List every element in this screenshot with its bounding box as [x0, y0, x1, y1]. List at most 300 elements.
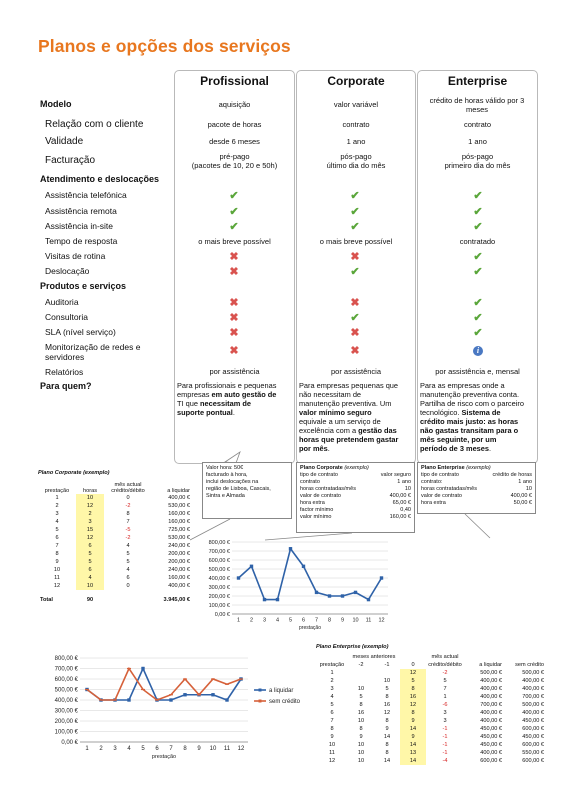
table-cell: 11: [329, 750, 335, 756]
p3-bold: Sistema de: [461, 408, 501, 417]
table-cell: 12: [76, 534, 104, 542]
corporate-box-row: [300, 479, 411, 486]
check-icon: ✔: [473, 206, 483, 218]
corporate-box-title: [300, 465, 411, 472]
profissional-relacao: pacote de horas: [207, 120, 262, 129]
profissional-facturacao-line2: (pacotes de 10, 20 e 50h): [191, 161, 278, 170]
row-facturacao: Facturação: [45, 155, 96, 166]
row-monitorizacao-line1: Monitorização de redes e: [45, 342, 141, 352]
x-tick-label: 10: [352, 617, 359, 624]
table-cell: 5: [126, 559, 130, 565]
table-cell: -1: [442, 742, 448, 748]
table-row: [38, 502, 192, 510]
corporate-box-value: 0,40: [400, 507, 411, 513]
p1-bold: necessitam de: [200, 399, 251, 408]
enterprise-box-label: contrato:: [421, 479, 443, 485]
table-cell: 10: [328, 742, 336, 748]
table-cell: 240,00 €: [168, 543, 190, 549]
table-cell: 10: [53, 567, 61, 573]
table-cell: 4: [126, 543, 130, 549]
table-cell: 12: [400, 701, 426, 709]
table-cell: 3: [443, 710, 447, 716]
table-cell: -5: [125, 527, 131, 533]
y-tick-label: 300,00 €: [54, 708, 78, 715]
table-row: [38, 510, 192, 518]
series-line: [87, 669, 241, 701]
table-row: [316, 669, 546, 677]
table-header: -2: [358, 662, 364, 668]
data-point: [263, 598, 266, 601]
corporate-box-label: valor mínimo: [300, 514, 332, 520]
profissional-tempo: o mais breve possível: [198, 237, 271, 246]
table-header: -1: [384, 662, 390, 668]
table-cell: 600,00 €: [522, 758, 544, 764]
enterprise-box-row: [421, 486, 532, 493]
table-cell: 240,00 €: [168, 567, 190, 573]
enterprise-box-title-text: Plano Enterprise: [421, 465, 465, 471]
corporate-box-value: 10: [404, 486, 411, 492]
table-cell: 5: [359, 694, 363, 700]
check-icon: ✔: [350, 312, 360, 324]
table-cell: 700,00 €: [480, 702, 502, 708]
table-row: [38, 526, 192, 534]
table-cell: 600,00 €: [522, 726, 544, 732]
table-cell: 6: [55, 535, 59, 541]
data-point: [250, 565, 253, 568]
p3-text: Partilha de risco com o parceiro: [420, 399, 524, 408]
series-line: [87, 669, 241, 701]
x-tick-label: 11: [223, 746, 231, 752]
y-tick-label: 700,00 €: [208, 549, 230, 555]
table-cell: 8: [400, 709, 426, 717]
table-row: [316, 693, 546, 701]
table-cell: 8: [359, 726, 363, 732]
table-header: prestação: [44, 488, 70, 494]
x-tick-label: 1: [85, 746, 89, 752]
data-point: [289, 547, 292, 550]
table-header: mês actual crédito/débito: [111, 482, 145, 494]
profissional-validade: desde 6 meses: [209, 137, 260, 146]
table-cell: 12: [383, 710, 391, 716]
corporate-table-title: Plano Corporate (exemplo): [38, 470, 110, 476]
table-cell: 8: [385, 750, 389, 756]
legend-label: a liquidar: [269, 688, 294, 694]
x-tick-label: 4: [127, 746, 131, 752]
table-cell: 5: [76, 550, 104, 558]
table-row: [316, 677, 546, 685]
data-point: [276, 598, 279, 601]
table-cell: [348, 677, 374, 685]
table-cell: 4: [126, 567, 130, 573]
table-cell: 500,00 €: [522, 670, 544, 676]
table-row: [316, 733, 546, 741]
table-cell: 400,00 €: [480, 686, 502, 692]
table-cell: 5: [76, 558, 104, 566]
table-row: [38, 574, 192, 582]
data-point: [225, 698, 228, 701]
table-row: [316, 757, 546, 765]
table-cell: 530,00 €: [168, 503, 190, 509]
p2-text: Para empresas pequenas que: [299, 381, 399, 390]
info-icon: i: [473, 346, 483, 356]
row-relacao: Relação com o cliente: [45, 119, 144, 130]
enterprise-table-title: Plano Enterprise (exemplo): [316, 644, 389, 650]
check-icon: ✔: [350, 190, 360, 202]
y-tick-label: 800,00 €: [208, 540, 230, 546]
row-visitas: Visitas de rotina: [45, 251, 106, 261]
table-cell: 400,00 €: [480, 718, 502, 724]
y-tick-label: 200,00 €: [208, 594, 230, 600]
table-cell: 8: [55, 551, 59, 557]
enterprise-box-title: [421, 465, 532, 472]
row-sla: SLA (nível serviço): [45, 327, 116, 337]
corporate-box-title-suffix: (exemplo): [342, 465, 369, 471]
table-cell: 10: [357, 758, 365, 764]
x-tick-label: 1: [236, 617, 241, 624]
p2-text: manutenção preventiva. Um: [299, 399, 392, 408]
x-tick-label: 9: [340, 617, 345, 624]
p3-text: Para as empresas onde a: [420, 381, 505, 390]
table-superheader: mês actual: [431, 654, 459, 660]
table-cell: 550,00 €: [522, 750, 544, 756]
corporate-facturacao-line1: pós-pago: [340, 152, 372, 161]
table-cell: 600,00 €: [480, 758, 502, 764]
table-cell: 7: [443, 686, 447, 692]
table-cell: 5: [55, 527, 59, 533]
corporate-box-value: 1 ano: [397, 479, 411, 485]
x-tick-label: 9: [197, 746, 201, 752]
x-tick-label: 7: [169, 746, 173, 752]
table-cell: 4: [330, 694, 334, 700]
x-tick-label: 4: [275, 617, 280, 624]
row-monitorizacao-line2: servidores: [45, 352, 85, 362]
table-header: 0: [411, 662, 415, 668]
p1-bold: em auto gestão de: [211, 390, 277, 399]
y-tick-label: 700,00 €: [54, 666, 78, 673]
x-tick-label: 2: [249, 617, 254, 624]
y-tick-label: 400,00 €: [208, 576, 230, 582]
table-cell: 5: [443, 678, 447, 684]
callout-line: inclui deslocações na: [206, 479, 259, 485]
table-cell: 2: [55, 503, 59, 509]
corporate-box-label: hora extra: [300, 500, 325, 506]
row-para-quem: Para quem?: [40, 381, 92, 391]
enterprise-box-label: horas contratadas/mês: [421, 486, 477, 492]
p2-text: não necessitam de: [299, 390, 362, 399]
x-tick-label: 12: [237, 746, 245, 752]
p3-bold: período de 3 meses: [420, 444, 490, 453]
corporate-box-value: 160,00 €: [389, 514, 411, 520]
table-cell: -1: [442, 734, 448, 740]
corporate-table: [38, 480, 192, 604]
y-tick-label: 100,00 €: [54, 729, 78, 736]
table-cell: 90: [86, 597, 94, 603]
corporate-box-value: 65,00 €: [392, 500, 411, 506]
table-cell: 500,00 €: [522, 702, 544, 708]
table-cell: [316, 653, 348, 661]
table-cell: 0: [126, 583, 130, 589]
table-cell: 400,00 €: [522, 686, 544, 692]
legend-label: sem crédito: [269, 699, 301, 705]
cross-icon: ✖: [229, 312, 239, 324]
corporate-relacao: contrato: [342, 120, 370, 129]
table-row: [38, 582, 192, 590]
p1-text: Para profissionais e pequenas: [177, 381, 277, 390]
table-row: [38, 558, 192, 566]
table-cell: 3.945,00 €: [163, 597, 190, 603]
table-cell: 8: [126, 511, 130, 517]
table-cell: 8: [330, 726, 334, 732]
row-modelo: Modelo: [40, 99, 72, 109]
table-row: [316, 749, 546, 757]
p1-text: TI que: [177, 399, 201, 408]
x-tick-label: 5: [141, 746, 145, 752]
table-cell: 6: [330, 710, 334, 716]
data-point: [315, 591, 318, 594]
table-cell: 3: [76, 518, 104, 526]
table-cell: 400,00 €: [480, 678, 502, 684]
data-point: [328, 594, 331, 597]
table-cell: 9: [385, 726, 389, 732]
corporate-facturacao-line2: último dia do mês: [326, 161, 386, 170]
enterprise-box-row: [421, 500, 532, 507]
table-cell: 725,00 €: [168, 527, 190, 533]
data-point: [302, 565, 305, 568]
table-cell: Total: [40, 597, 53, 603]
table-cell: 8: [385, 694, 389, 700]
row-validade: Validade: [45, 136, 84, 147]
corporate-box-row: [300, 493, 411, 500]
p3-bold: não gastas transitam para o: [420, 426, 519, 435]
enterprise-facturacao-line2: primeiro dia do mês: [444, 161, 511, 170]
table-cell: 15: [76, 526, 104, 534]
table-cell: 7: [126, 519, 130, 525]
corporate-validade: 1 ano: [346, 137, 366, 146]
check-icon: ✔: [473, 297, 483, 309]
table-cell: 160,00 €: [168, 519, 190, 525]
data-point: [169, 698, 172, 701]
cross-icon: ✖: [229, 327, 239, 339]
table-cell: 5: [330, 702, 334, 708]
data-point: [354, 591, 357, 594]
table-cell: [400, 653, 426, 661]
table-row: [38, 550, 192, 558]
p2-bold: horas que pretendem gastar: [299, 435, 399, 444]
check-icon: ✔: [473, 251, 483, 263]
table-cell: 10: [357, 686, 365, 692]
corporate-chart: [196, 538, 392, 638]
table-superheader-row: [316, 653, 546, 661]
enterprise-box-row: [421, 472, 532, 479]
p2-bold: valor mínimo seguro: [299, 408, 372, 417]
table-cell: -2: [125, 503, 131, 509]
check-icon: ✔: [350, 206, 360, 218]
table-cell: 9: [400, 733, 426, 741]
table-cell: 10: [76, 582, 104, 590]
table-row: [38, 566, 192, 574]
p2-text: .: [327, 444, 330, 453]
cross-icon: ✖: [229, 297, 239, 309]
check-icon: ✔: [473, 327, 483, 339]
p3-text: tecnológico.: [420, 408, 462, 417]
row-tempo-resposta: Tempo de resposta: [45, 236, 118, 246]
corporate-box-rows: [300, 472, 411, 521]
row-auditoria: Auditoria: [45, 297, 79, 307]
cross-icon: ✖: [229, 251, 239, 263]
p2-text: excelência com a: [299, 426, 359, 435]
table-row: [316, 741, 546, 749]
corporate-box-label: tipo de contrato: [300, 472, 338, 478]
check-icon: ✔: [473, 221, 483, 233]
row-deslocacao: Deslocação: [45, 266, 90, 276]
table-cell: [104, 596, 152, 604]
corporate-box-value: valor seguro: [380, 472, 411, 478]
callout-line: Valor hora: 50€: [206, 465, 244, 471]
table-cell: 14: [400, 757, 426, 765]
y-tick-label: 300,00 €: [208, 585, 230, 591]
corporate-header: Corporate: [327, 74, 385, 88]
p2-text: equivale a um serviço de: [299, 417, 381, 426]
table-cell: 400,00 €: [480, 750, 502, 756]
p3-text: manutenção preventiva conta.: [420, 390, 520, 399]
table-cell: [374, 669, 400, 677]
table-cell: 530,00 €: [168, 535, 190, 541]
p1-text: empresas: [177, 390, 212, 399]
table-cell: 1: [330, 670, 334, 676]
table-cell: 9: [400, 717, 426, 725]
enterprise-box-label: hora extra: [421, 500, 446, 506]
row-relatorios: Relatórios: [45, 367, 84, 377]
table-header-row: [38, 480, 192, 494]
table-cell: 4: [76, 574, 104, 582]
y-tick-label: 500,00 €: [208, 567, 230, 573]
enterprise-facturacao-line1: pós-pago: [461, 152, 494, 161]
enterprise-modelo: crédito de horas válido por 3 meses: [429, 96, 525, 114]
x-tick-label: 12: [378, 617, 385, 624]
enterprise-box-rows: [421, 472, 532, 507]
y-tick-label: 600,00 €: [54, 677, 78, 683]
table-header: crédito/débito: [428, 662, 462, 668]
corporate-box-label: valor de contrato: [300, 493, 341, 499]
enterprise-box-value: crédito de horas: [492, 472, 532, 478]
table-cell: -2: [125, 535, 131, 541]
profissional-relatorios: por assistência: [209, 367, 260, 376]
row-assistencia-insite: Assistência in-site: [45, 221, 114, 231]
table-cell: 12: [328, 758, 336, 764]
p2-bold: por mês: [299, 444, 328, 453]
corporate-tempo: o mais breve possível: [319, 237, 393, 246]
table-cell: 12: [53, 583, 61, 589]
x-tick-label: 5: [288, 617, 293, 624]
table-cell: 10: [76, 494, 104, 502]
corporate-box-label: horas contratadas/mês: [300, 486, 356, 492]
data-point: [367, 598, 370, 601]
table-cell: 10: [357, 750, 365, 756]
cross-icon: ✖: [229, 345, 239, 357]
check-icon: ✔: [473, 190, 483, 202]
table-cell: 400,00 €: [480, 710, 502, 716]
table-cell: 8: [359, 702, 363, 708]
row-assistencia-remota: Assistência remota: [45, 206, 117, 216]
table-cell: 16: [357, 710, 365, 716]
profissional-modelo: aquisição: [218, 100, 251, 109]
table-row: [38, 542, 192, 550]
x-tick-label: 8: [327, 617, 332, 624]
table-row: [316, 701, 546, 709]
x-tick-label: 7: [314, 617, 319, 624]
enterprise-box-value: 400,00 €: [510, 493, 532, 499]
y-tick-label: 100,00 €: [208, 603, 230, 609]
table-cell: 200,00 €: [168, 551, 190, 557]
enterprise-header: Enterprise: [447, 74, 508, 88]
table-cell: 200,00 €: [168, 559, 190, 565]
table-cell: 9: [359, 734, 363, 740]
enterprise-validade: 1 ano: [468, 137, 487, 146]
enterprise-example-box: [417, 462, 536, 514]
table-row: [316, 685, 546, 693]
table-cell: 9: [330, 734, 334, 740]
data-point: [183, 693, 186, 696]
corporate-relatorios: por assistência: [330, 367, 382, 376]
data-point: [141, 667, 144, 670]
section-produtos: Produtos e serviços: [40, 281, 127, 291]
table-cell: 12: [400, 669, 426, 677]
x-tick-label: 10: [209, 746, 217, 752]
table-header: a liquidar: [479, 662, 502, 668]
check-icon: ✔: [229, 190, 239, 202]
y-tick-label: 0,00 €: [61, 740, 78, 746]
table-cell: 7: [330, 718, 334, 724]
table-cell: 3: [330, 686, 334, 692]
cross-icon: ✖: [350, 251, 360, 263]
table-cell: 400,00 €: [168, 495, 190, 501]
corporate-box-row: [300, 507, 411, 514]
table-header-row: [316, 661, 546, 669]
table-header: sem crédito: [515, 662, 544, 668]
corporate-box-row: [300, 472, 411, 479]
x-tick-label: 3: [262, 617, 267, 624]
table-cell: 10: [357, 718, 365, 724]
table-cell: 450,00 €: [480, 726, 502, 732]
table-cell: 450,00 €: [522, 734, 544, 740]
cross-icon: ✖: [350, 345, 360, 357]
table-cell: 16: [400, 693, 426, 701]
table-cell: 6: [76, 566, 104, 574]
table-cell: 400,00 €: [480, 694, 502, 700]
table-row: [38, 494, 192, 502]
data-point: [127, 698, 130, 701]
table-cell: 450,00 €: [480, 734, 502, 740]
enterprise-box-row: [421, 493, 532, 500]
table-cell: 500,00 €: [480, 670, 502, 676]
y-tick-label: 200,00 €: [54, 719, 78, 725]
table-cell: 3: [55, 511, 59, 517]
p1-bold: suporte pontual: [177, 408, 233, 417]
table-cell: 9: [55, 559, 59, 565]
table-cell: 16: [383, 702, 391, 708]
table-cell: 4: [55, 519, 59, 525]
enterprise-chart: [44, 652, 314, 770]
enterprise-relatorios: por assistência e, mensal: [435, 367, 520, 376]
corporate-box-row: [300, 486, 411, 493]
callout-line: Sintra e Almada: [206, 493, 245, 499]
table-row: [316, 725, 546, 733]
table-cell: 5: [385, 686, 389, 692]
data-point: [211, 693, 214, 696]
series-line: [239, 549, 382, 600]
enterprise-relacao: contrato: [463, 120, 492, 129]
table-superheader: meses anteriores: [352, 654, 396, 660]
